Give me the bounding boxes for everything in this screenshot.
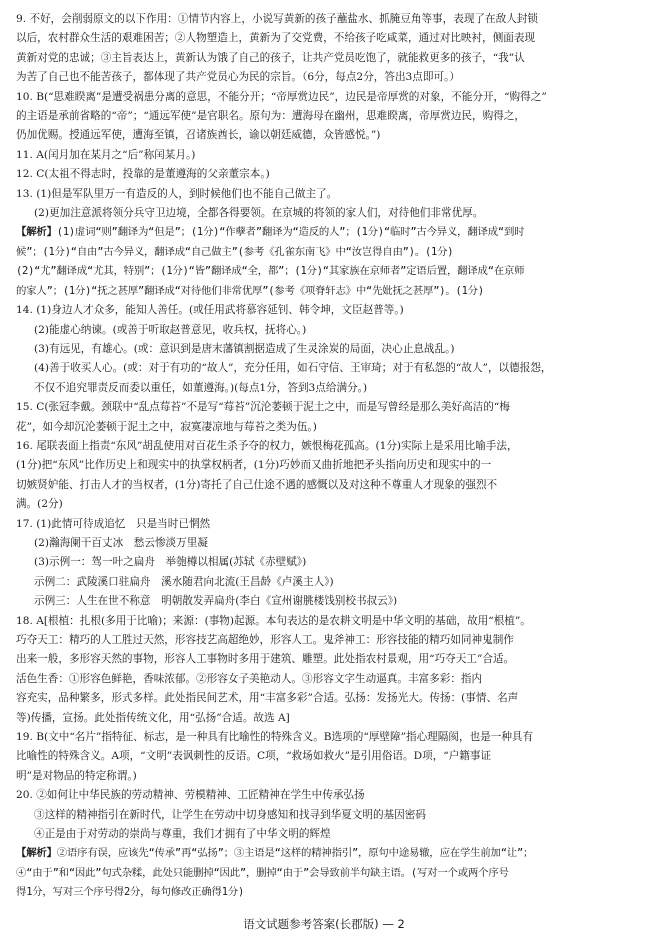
answer-item-q12 (16, 165, 632, 184)
analysis-block-q20d (16, 844, 632, 902)
answer-line: 出来一般，多形容天然的事物，形容人工事物时多用于建筑、雕塑。此处指农村景观，用“巧夺天工”合适。 (16, 653, 515, 666)
answer-line: 以后，农村群众生活的艰难困苦；②人物塑造上，黄新为了交党费，不给孩子吃咸菜，通过对比映衬，侧面表现 (16, 32, 536, 45)
answer-item-q13b (16, 204, 632, 223)
answer-line: 9. 不好，会削弱原文的以下作用：①情节内容上，小说写黄新的孩子蘸盐水、抓腌豆角等事，表现了在敌人封锁 (16, 13, 538, 25)
answer-line: (3)有远见，有雄心。(或：意识到是唐末藩镇割据造成了生灵涂炭的局面，决心止息战乱。) (34, 342, 455, 355)
answer-item-q17c (16, 553, 632, 572)
answer-item-q20b (16, 806, 632, 825)
answer-line: ④“由于”和“因此”句式杂糅，此处只能删掉“因此”，删掉“由于”会导致前半句缺主语。(写对一个或两个序号 (16, 866, 509, 879)
answer-line: 不仅不追究罪责反而委以重任，如董遵海。)(每点1分，答到3点给满分。) (34, 381, 368, 394)
answer-item-q14b (16, 321, 632, 340)
answer-line: (2)更加注意派将领分兵守卫边境，全都各得要领。在京城的将领的家人们，对待他们非常优厚。 (34, 207, 484, 220)
answer-line: 仍加优赐。授通远军使，遭海至镇，召诸族酋长，谕以朝廷威德，众皆感悦。”) (16, 129, 381, 142)
answer-line: 活色生香：①形容色鲜艳，香味浓郁。②形容女子美艳动人。③形容文字生动逼真。丰富多彩：指内 (16, 672, 483, 685)
answer-item-q17d (16, 573, 632, 592)
answer-item-q11 (16, 146, 632, 165)
answer-item-q17a (16, 515, 632, 534)
answer-line: 19. B(文中“名片”指特征、标志，是一种具有比喻性的特殊含义。B选项的“厚壁障”指心理隔阂，也是一种具有 (16, 731, 534, 744)
answer-line: 14. (1)身边人才众多，能知人善任。(或任用武将慕容延钊、韩令坤，文臣赵普等。) (16, 304, 404, 317)
answer-line: 容充实，品种繁多，形式多样。此处指民间艺术，用“丰富多彩”合适。弘扬：发扬光大。传扬：(事情、名声 (16, 692, 519, 705)
answer-line: (1分)把“东风”比作历史上和现实中的执掌权柄者，(1分)巧妙而又曲折地把矛头指向历史和现实中的一 (16, 459, 492, 472)
answer-item-q20a (16, 786, 632, 805)
answer-line: 10. B(“思难睽离”是遭受祸患分离的意思，不能分开；“帝厚赏边民”，边民是帝厚赏的对象，不能分开，“购得之” (16, 90, 547, 103)
answer-line: 切嫉贤妒能、打击人才的当权者，(1分)寄托了自己仕途不遇的感慨以及对这种不尊重人才现象的强烈不 (16, 478, 498, 491)
answer-item-q14a (16, 301, 632, 320)
answer-line: 满。(2分) (16, 498, 63, 511)
answer-line: 花”，如今却沉沦萎顿于泥土之中，寂寞凄凉地与莓苔之类为伍。) (16, 420, 317, 433)
answer-line: 明”是对物品的特定称谓。) (16, 769, 137, 782)
analysis-text: ②语序有误，应该先“传承”再“弘扬”；③主语是“这样的精神指引”，原句中途易辙，应在学生前加“让”； (56, 847, 534, 860)
page-footer: 语文试题参考答案(长郡版) — 2 (243, 917, 405, 931)
answer-line: 为苦了自己也不能苦孩子，都体现了共产党员心为民的宗旨。（6分，每点2分，答出3点即可。） (16, 71, 460, 84)
answer-line: 得1分，写对三个序号得2分，每句修改正确得1分) (16, 886, 245, 899)
analysis-tag: 【解析】 (16, 226, 57, 239)
answer-line: (3)示例一：驾一叶之扁舟 举匏樽以相属(苏轼《赤壁赋》) (34, 556, 307, 569)
answer-line: 11. A(闰月加在某月之“后”称闰某月。) (16, 148, 196, 161)
answer-item-q14c (16, 340, 632, 359)
answer-item-q19 (16, 728, 632, 786)
answer-line: 15. C(张冠李戴。颈联中“乱点莓苔”不是写“莓苔”沉沦萎顿于泥土之中，而是写曾经是那么美好高洁的“梅 (16, 401, 510, 414)
analysis-block-q13c (16, 223, 632, 301)
answer-line: (2)能虚心纳谏。(或善于听取赵普意见，收兵权，抚将心。) (34, 323, 307, 336)
answer-line: 示例三：人生在世不称意 明朝散发弄扁舟(李白《宣州谢朓楼饯别校书叔云》) (34, 595, 398, 608)
answer-line: 12. C(太祖不得志时，投靠的是董遵海的父亲董宗本。) (16, 168, 270, 181)
answer-line: 比喻性的特殊含义。A项，“文明”表讽刺性的反语。C项，“救场如救火”是引用俗语。D项，“户籍事证 (16, 750, 492, 763)
answer-line: 的家人”；(1分)“抚之甚厚”翻译成“对待他们非常优厚”(参考《项脊轩志》中“先妣抚之甚厚”)。(1分) (16, 284, 484, 297)
answer-line: 黄新对党的忠诚；③主旨表达上，黄新认为饿了自己的孩子，让共产党员吃饱了，就能救更多的孩子，“我”认 (16, 51, 525, 64)
analysis-text: (1)虚词“则”翻译为“但是”；(1分)“作孽者”翻译为“造反的人”；(1分)“临时”古今异义，翻译成“到时 (56, 226, 525, 239)
answer-item-q16 (16, 437, 632, 515)
answer-line: 13. (1)但是军队里万一有造反的人，到时候他们也不能自己做主了。 (16, 187, 338, 200)
answer-item-q18 (16, 612, 632, 728)
answer-item-q13a (16, 185, 632, 204)
answer-item-q10 (16, 88, 632, 146)
analysis-tag: 【解析】 (16, 847, 57, 860)
answer-line: 巧夺天工：精巧的人工胜过天然，形容技艺高超绝妙，形容人工。鬼斧神工：形容技能的精巧如同神鬼制作 (16, 634, 514, 646)
answer-line: ③这样的精神指引在新时代，让学生在劳动中切身感知和找寻到华夏文明的基因密码 (34, 808, 426, 821)
answer-item-q20c (16, 825, 632, 844)
answer-item-q17b (16, 534, 632, 553)
answer-line (16, 223, 632, 242)
answer-line (16, 844, 632, 863)
answer-line: 示例二：武陵溪口驻扁舟 溪水随君向北流(王昌龄《卢溪主人》) (34, 575, 334, 588)
answer-line: 18. A[根植：扎根(多用于比喻)；来源：(事物)起源。本句表达的是农耕文明是中华文明的基础，故用“根植”。 (16, 614, 531, 627)
answer-line: (4)善于收买人心。(或：对于有功的“故人”，充分任用，如石守信、王审琦；对于有私怨的“故人”，以德报怨， (34, 362, 552, 375)
answer-line: ④正是由于对劳动的崇尚与尊重，我们才拥有了中华文明的辉煌 (34, 828, 331, 841)
answer-line: 16. 尾联表面上指责“东风”胡乱使用对百花生杀予夺的权力，嫉恨梅花孤高。(1分)实际上是采用比喻手法， (16, 439, 518, 452)
answer-line: (2)瀚海阑干百丈冰 愁云惨淡万里凝 (34, 536, 208, 549)
answer-item-q15 (16, 398, 632, 437)
answer-line: (2)“尤”翻译成“尤其，特别”；(1分)“皆”翻译成“全，都”；(1分)“其家族在京师者”定语后置，翻译成“在京师 (16, 265, 525, 278)
answer-line: 等)传播，宣扬。此处指传统文化，用“弘扬”合适。故选 A] (16, 711, 290, 724)
answer-item-q17e (16, 592, 632, 611)
answer-item-q14d (16, 359, 632, 398)
answer-line: 候”；(1分)“自由”古今异义，翻译成“自己做主”(参考《孔雀东南飞》中“汝岂得自由”)。(1分) (16, 245, 454, 258)
answer-line: 17. (1)此情可待成追忆 只是当时已惘然 (16, 517, 211, 530)
answer-item-q9 (16, 10, 632, 88)
answer-line: 20. ②如何让中华民族的劳动精神、劳模精神、工匠精神在学生中传承弘扬 (16, 789, 365, 802)
answer-line: 的主语是承前省略的“帝”；“通远军使”是官职名。原句为：遭海母在幽州，思难睽离，帝厚赏边民，购得之， (16, 110, 525, 123)
